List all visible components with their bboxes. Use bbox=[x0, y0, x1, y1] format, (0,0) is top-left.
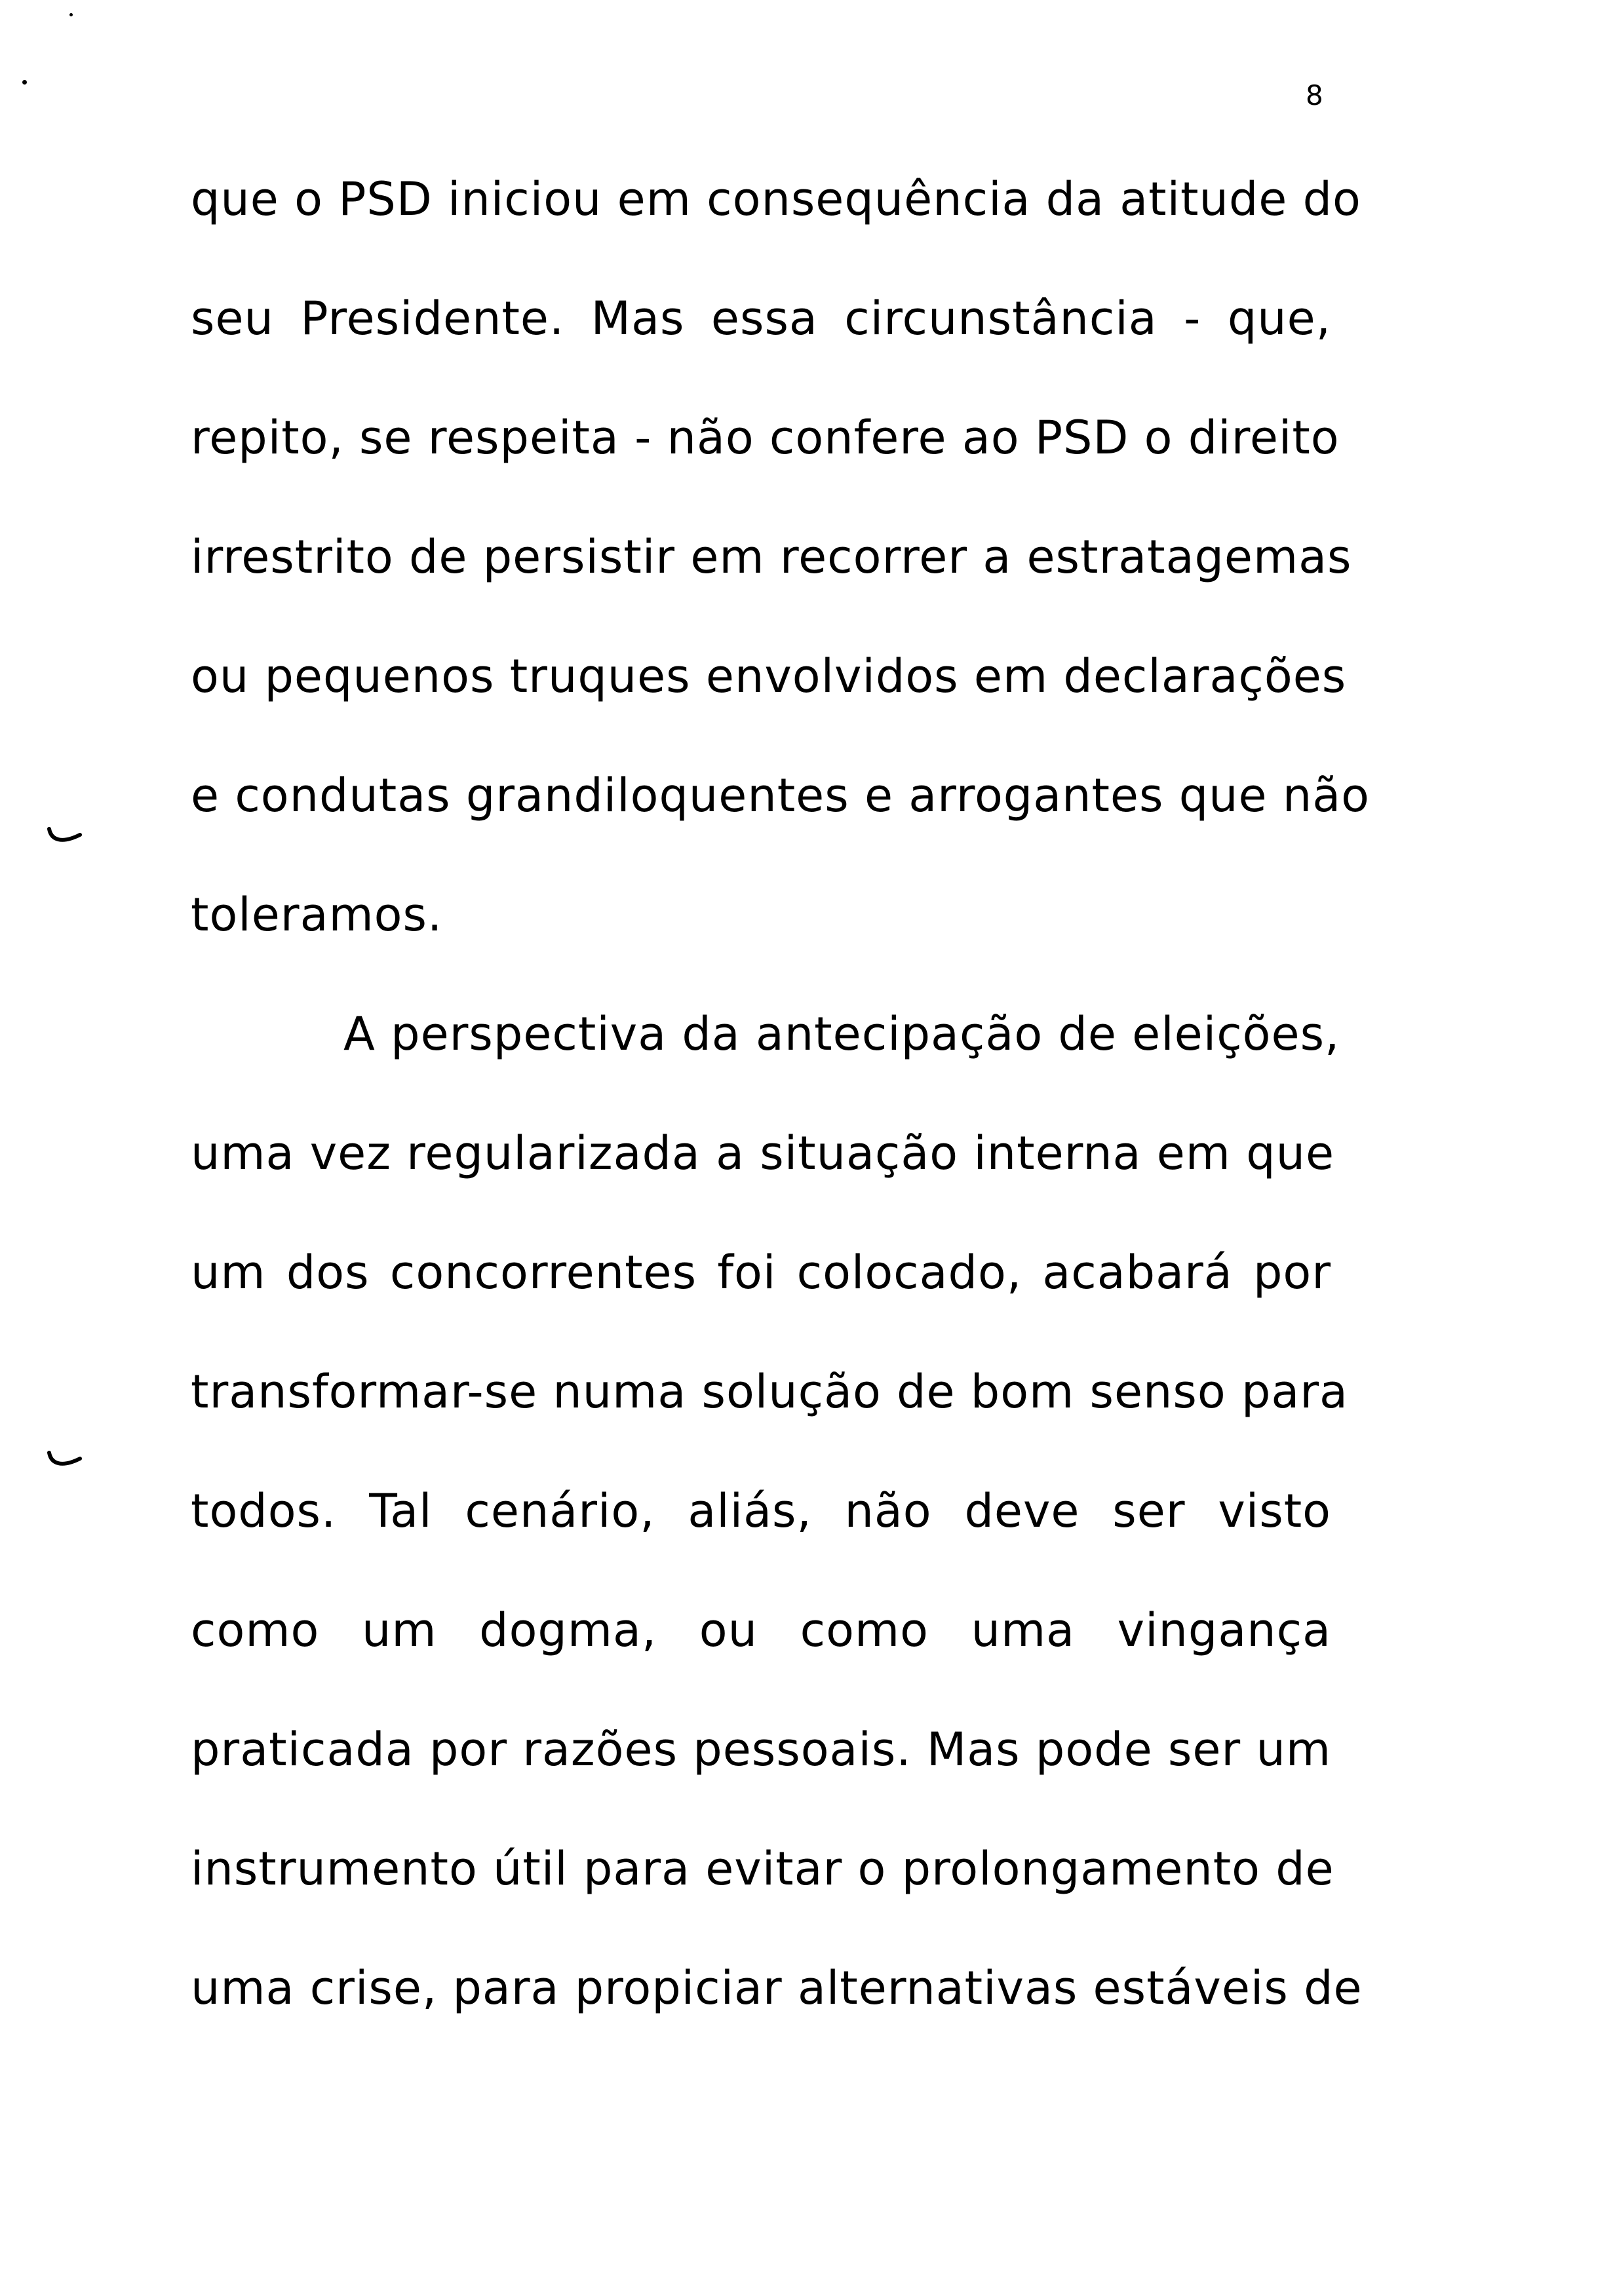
text-line: irrestrito de persistir em recorrer a estratagemas bbox=[191, 530, 1352, 584]
text-line: como um dogma, ou como uma vingança bbox=[191, 1603, 1331, 1657]
scan-speck bbox=[22, 80, 27, 85]
margin-tick-mark bbox=[47, 827, 83, 845]
text-line: instrumento útil para evitar o prolongamento de bbox=[191, 1842, 1334, 1896]
text-line: toleramos. bbox=[191, 888, 443, 942]
margin-tick-mark bbox=[47, 1451, 83, 1469]
text-line: seu Presidente. Mas essa circunstância - que, bbox=[191, 292, 1331, 345]
scan-speck bbox=[69, 13, 73, 16]
page-number: 8 bbox=[1306, 79, 1324, 111]
text-line: que o PSD iniciou em consequência da atitude do bbox=[191, 172, 1361, 226]
text-line: repito, se respeita - não confere ao PSD o direito bbox=[191, 411, 1340, 465]
text-line: um dos concorrentes foi colocado, acabará por bbox=[191, 1246, 1331, 1299]
text-line: A perspectiva da antecipação de eleições, bbox=[343, 1007, 1340, 1061]
text-line: uma crise, para propiciar alternativas estáveis de bbox=[191, 1961, 1363, 2015]
text-line: e condutas grandiloquentes e arrogantes que não bbox=[191, 769, 1370, 822]
text-line: praticada por razões pessoais. Mas pode ser um bbox=[191, 1723, 1332, 1776]
text-line: uma vez regularizada a situação interna em que bbox=[191, 1126, 1335, 1180]
text-line: todos. Tal cenário, aliás, não deve ser visto bbox=[191, 1484, 1331, 1538]
text-line: ou pequenos truques envolvidos em declarações bbox=[191, 649, 1347, 703]
text-line: transformar-se numa solução de bom senso para bbox=[191, 1365, 1348, 1419]
